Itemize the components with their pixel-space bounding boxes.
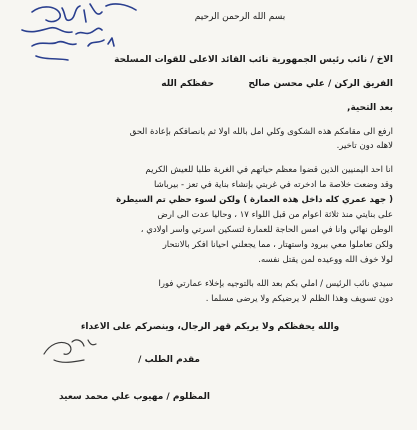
basmala: بسم الله الرحمن الرحيم	[194, 12, 286, 22]
body-line: ولكن تعاملوا معي ببرود واستهتار ، مما يجعلني احيانا افكر بالانتحار	[162, 240, 393, 250]
body-line: ( جهد عمري كله داخل هذه العمارة ) ولكن لسوء حظي تم السيطرة	[116, 195, 393, 205]
intro-line: ارفع الى مقامكم هذه الشكوى وكلي امل بالله اولا ثم بانصافكم بإعادة الحق	[129, 127, 393, 137]
intro-line: لاهله دون تأخير.	[336, 141, 393, 151]
closing-line: والله يحفظكم ولا يريكم قهر الرجال، وينصركم على الأعداء	[80, 322, 340, 332]
body-line: على بنايتي منذ ثلاثة أعوام من قبل اللواء ١٧ ، وحاليا عدت الى ارض	[157, 210, 393, 220]
rank-name: الفريق الركن / علي محسن صالح	[248, 79, 393, 89]
applicant-name: المظلوم / مهيوب علي محمد سعيد	[58, 392, 210, 402]
body-line: الوطن نهائي وانا في امس الحاجة للعمارة لتسكين اسرتي وأسر أولادي ،	[140, 225, 393, 235]
addressee-line: الاخ / نائب رئيس الجمهورية نائب القائد الاعلى للقوات المسلحة	[114, 55, 393, 65]
blessing: حفظكم الله	[161, 79, 214, 89]
greeting: بعد التحية,	[347, 103, 393, 113]
body-line: لولا خوف الله ووعيده لمن يقتل نفسه.	[258, 255, 393, 265]
applicant-label: مقدم الطلب /	[138, 355, 200, 365]
request-line: سيدي نائب الرئيس / املي بكم بعد الله بالتوجيه بإخلاء عمارتي فورا	[158, 279, 393, 289]
body-line: وقد وضعت خلاصة ما ادخرته في غربتي بإنشاء بناية في تعز - بيرباشا	[154, 180, 393, 190]
body-line: انا احد اليمنيين الذين قضوا معظم حياتهم في الغربة طلبا للعيش الكريم	[145, 165, 393, 175]
request-line: دون تسويف وهذا الظلم لا يرضيكم ولا يرضى مسلماً .	[205, 294, 393, 304]
